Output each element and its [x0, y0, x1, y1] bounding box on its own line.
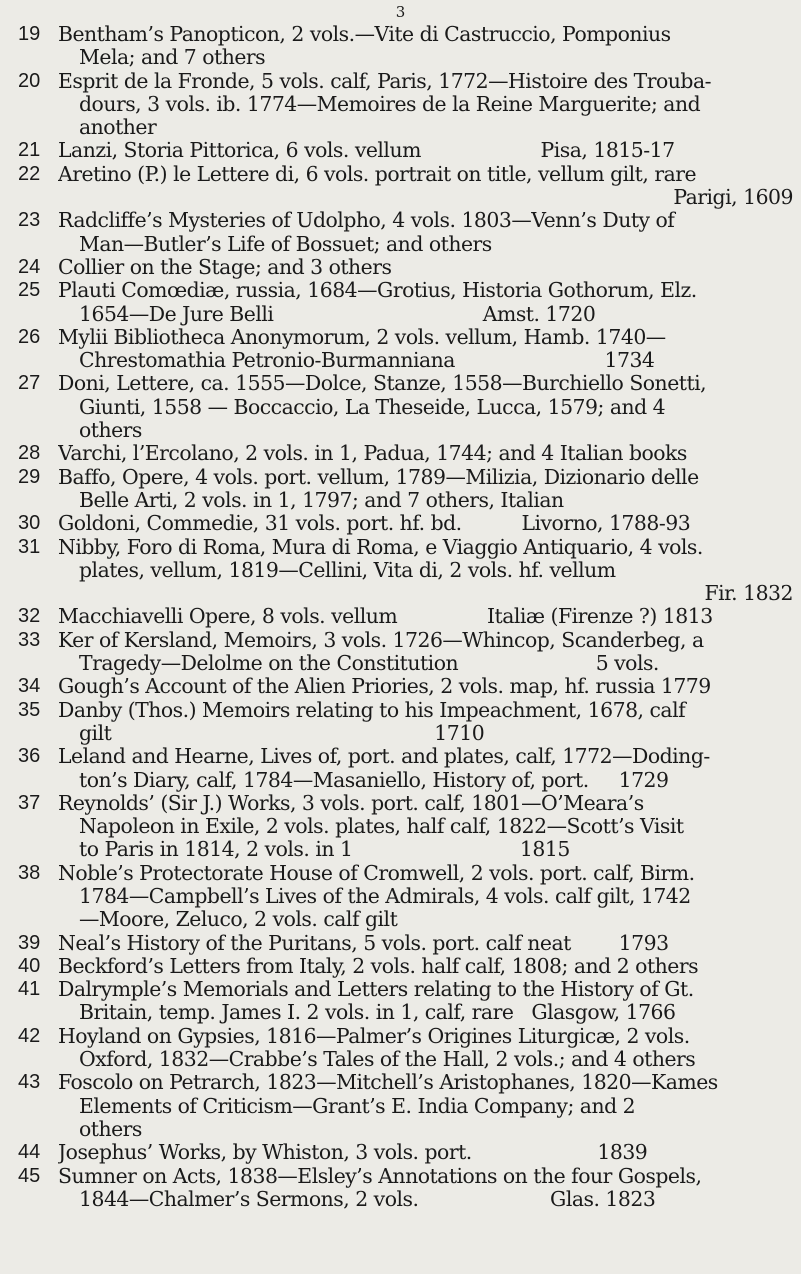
- catalogue-entry: [0, 163, 801, 210]
- entry-line: Danby (Thos.) Memoirs relating to his Impeachment, 1678, calf: [58, 698, 686, 722]
- entry-line: Leland and Hearne, Lives of, port. and plates, calf, 1772—Doding-: [58, 745, 710, 769]
- catalogue-entry: [0, 1071, 801, 1141]
- entry-line: Lanzi, Storia Pittorica, 6 vols. vellum Pisa, 1815-17: [58, 139, 675, 163]
- entry-line: dours, 3 vols. ib. 1774—Memoires de la Reine Marguerite; and: [79, 92, 701, 116]
- entry-line: Britain, temp. James I. 2 vols. in 1, calf, rare Glasgow, 1766: [79, 1001, 676, 1025]
- catalogue-entry: [0, 792, 801, 862]
- entry-line: Giunti, 1558 — Boccaccio, La Theseide, Lucca, 1579; and 4: [79, 395, 666, 419]
- entry-line: Noble’s Protectorate House of Cromwell, 2 vols. port. calf, Birm.: [58, 861, 695, 885]
- entry-line: —Moore, Zeluco, 2 vols. calf gilt: [79, 908, 398, 932]
- catalogue-entry: [0, 372, 801, 442]
- entry-line: gilt 1710: [79, 721, 485, 745]
- entry-line: Parigi, 1609: [673, 186, 793, 210]
- entry-line: Reynolds’ (Sir J.) Works, 3 vols. port. calf, 1801—O’Meara’s: [58, 791, 644, 815]
- entry-line: Belle Arti, 2 vols. in 1, 1797; and 7 others, Italian: [79, 488, 564, 512]
- catalogue-entry: [0, 1141, 801, 1164]
- entry-line: Varchi, l’Ercolano, 2 vols. in 1, Padua, 1744; and 4 Italian books: [58, 442, 687, 466]
- entry-number: 40: [18, 954, 41, 977]
- entry-line: Josephus’ Works, by Whiston, 3 vols. port. 1839: [58, 1141, 648, 1165]
- entry-number: 41: [18, 978, 41, 1001]
- entry-number: 23: [18, 209, 41, 232]
- entry-line: Fir. 1832: [704, 582, 793, 606]
- entry-number: 36: [18, 745, 41, 768]
- entry-line: others: [79, 1117, 142, 1141]
- entry-number: 20: [18, 69, 41, 92]
- entry-number: 38: [18, 861, 41, 884]
- catalogue-entry: [0, 862, 801, 932]
- entry-number: 43: [18, 1071, 41, 1094]
- entry-line: to Paris in 1814, 2 vols. in 1 1815: [79, 838, 570, 862]
- entry-line: Foscolo on Petrarch, 1823—Mitchell’s Aristophanes, 1820—Kames: [58, 1071, 718, 1095]
- entry-line: Plauti Comœdiæ, russia, 1684—Grotius, Historia Gothorum, Elz.: [58, 279, 697, 303]
- entry-line: Gough’s Account of the Alien Priories, 2 vols. map, hf. russia 1779: [58, 675, 711, 699]
- entry-line: Mylii Bibliotheca Anonymorum, 2 vols. vellum, Hamb. 1740—: [58, 325, 666, 349]
- catalogue-entry: [0, 256, 801, 279]
- entry-number: 35: [18, 698, 41, 721]
- entry-line: Napoleon in Exile, 2 vols. plates, half calf, 1822—Scott’s Visit: [79, 815, 684, 839]
- entry-line: Sumner on Acts, 1838—Elsley’s Annotations on the four Gospels,: [58, 1164, 702, 1188]
- catalogue-entry: [0, 536, 801, 606]
- entry-line: Dalrymple’s Memorials and Letters relating to the History of Gt.: [58, 978, 694, 1002]
- entry-number: 30: [18, 512, 41, 535]
- entry-line: 1784—Campbell’s Lives of the Admirals, 4 vols. calf gilt, 1742: [79, 884, 691, 908]
- entry-number: 19: [18, 23, 41, 45]
- entry-line: others: [79, 419, 142, 443]
- entry-line: Neal’s History of the Puritans, 5 vols. port. calf neat 1793: [58, 931, 669, 955]
- entry-line: Bentham’s Panopticon, 2 vols.—Vite di Castruccio, Pomponius: [58, 23, 671, 46]
- catalogue-entry: [0, 70, 801, 140]
- catalogue-entry: [0, 1025, 801, 1072]
- catalogue-entry: [0, 745, 801, 792]
- catalogue-entry: [0, 326, 801, 373]
- entry-line: Esprit de la Fronde, 5 vols. calf, Paris, 1772—Histoire des Trouba-: [58, 69, 711, 93]
- entry-line: Hoyland on Gypsies, 1816—Palmer’s Origines Liturgicæ, 2 vols.: [58, 1024, 690, 1048]
- entry-number: 33: [18, 628, 41, 651]
- catalogue-entry: [0, 605, 801, 628]
- entry-line: Doni, Lettere, ca. 1555—Dolce, Stanze, 1558—Burchiello Sonetti,: [58, 372, 707, 396]
- entry-number: 21: [18, 139, 41, 162]
- entry-line: Goldoni, Commedie, 31 vols. port. hf. bd. Livorno, 1788-93: [58, 512, 691, 536]
- entry-line: Aretino (P.) le Lettere di, 6 vols. portrait on title, vellum gilt, rare: [58, 162, 697, 186]
- catalogue-entry: [0, 466, 801, 513]
- entry-number: 28: [18, 442, 41, 465]
- entry-number: 24: [18, 255, 41, 278]
- entry-number: 39: [18, 931, 41, 954]
- entry-number: 22: [18, 162, 41, 185]
- entry-line: 1654—De Jure Belli Amst. 1720: [79, 302, 596, 326]
- entry-line: another: [79, 116, 157, 140]
- entry-line: Elements of Criticism—Grant’s E. India Company; and 2: [79, 1094, 636, 1118]
- catalogue-entry: [0, 139, 801, 162]
- entry-line: plates, vellum, 1819—Cellini, Vita di, 2 vols. hf. vellum: [79, 558, 616, 582]
- entry-line: 1844—Chalmer’s Sermons, 2 vols. Glas. 1823: [79, 1187, 656, 1211]
- catalogue-entry: [0, 442, 801, 465]
- entry-list: [0, 23, 801, 1211]
- catalogue-entry: [0, 932, 801, 955]
- entry-number: 34: [18, 675, 41, 698]
- catalogue-entry: [0, 955, 801, 978]
- entry-line: Man—Butler’s Life of Bossuet; and others: [79, 232, 492, 256]
- catalogue-entry: [0, 675, 801, 698]
- entry-line: Oxford, 1832—Crabbe’s Tales of the Hall, 2 vols.; and 4 others: [79, 1048, 696, 1072]
- catalogue-entry: [0, 629, 801, 676]
- entry-line: Baffo, Opere, 4 vols. port. vellum, 1789—Milizia, Dizionario delle: [58, 465, 699, 489]
- entry-number: 26: [18, 325, 41, 348]
- entry-number: 29: [18, 465, 41, 488]
- page-number: 3: [395, 3, 406, 21]
- catalogue-entry: [0, 1165, 801, 1212]
- entry-line: Mela; and 7 others: [79, 46, 266, 70]
- catalogue-entry: [0, 512, 801, 535]
- entry-number: 44: [18, 1141, 41, 1164]
- entry-line: ton’s Diary, calf, 1784—Masaniello, History of, port. 1729: [79, 768, 669, 792]
- entry-line: Collier on the Stage; and 3 others: [58, 255, 392, 279]
- catalogue-entry: [0, 279, 801, 326]
- catalogue-entry: [0, 699, 801, 746]
- entry-number: 45: [18, 1164, 41, 1187]
- entry-line: Radcliffe’s Mysteries of Udolpho, 4 vols. 1803—Venn’s Duty of: [58, 209, 675, 233]
- entry-line: Macchiavelli Opere, 8 vols. vellum Italiæ (Firenze ?) 1813: [58, 605, 713, 629]
- entry-line: Nibby, Foro di Roma, Mura di Roma, e Viaggio Antiquario, 4 vols.: [58, 535, 703, 559]
- entry-line: Chrestomathia Petronio-Burmanniana 1734: [79, 349, 655, 373]
- entry-number: 32: [18, 605, 41, 628]
- entry-number: 42: [18, 1024, 41, 1047]
- entry-number: 27: [18, 372, 41, 395]
- entry-number: 25: [18, 279, 41, 302]
- entry-line: Ker of Kersland, Memoirs, 3 vols. 1726—Whincop, Scanderbeg, a: [58, 628, 704, 652]
- catalogue-entry: [0, 23, 801, 70]
- entry-number: 37: [18, 791, 41, 814]
- catalogue-entry: [0, 209, 801, 256]
- entry-line: Beckford’s Letters from Italy, 2 vols. half calf, 1808; and 2 others: [58, 954, 699, 978]
- catalogue-entry: [0, 978, 801, 1025]
- entry-line: Tragedy—Delolme on the Constitution 5 vols.: [79, 652, 659, 676]
- entry-number: 31: [18, 535, 41, 558]
